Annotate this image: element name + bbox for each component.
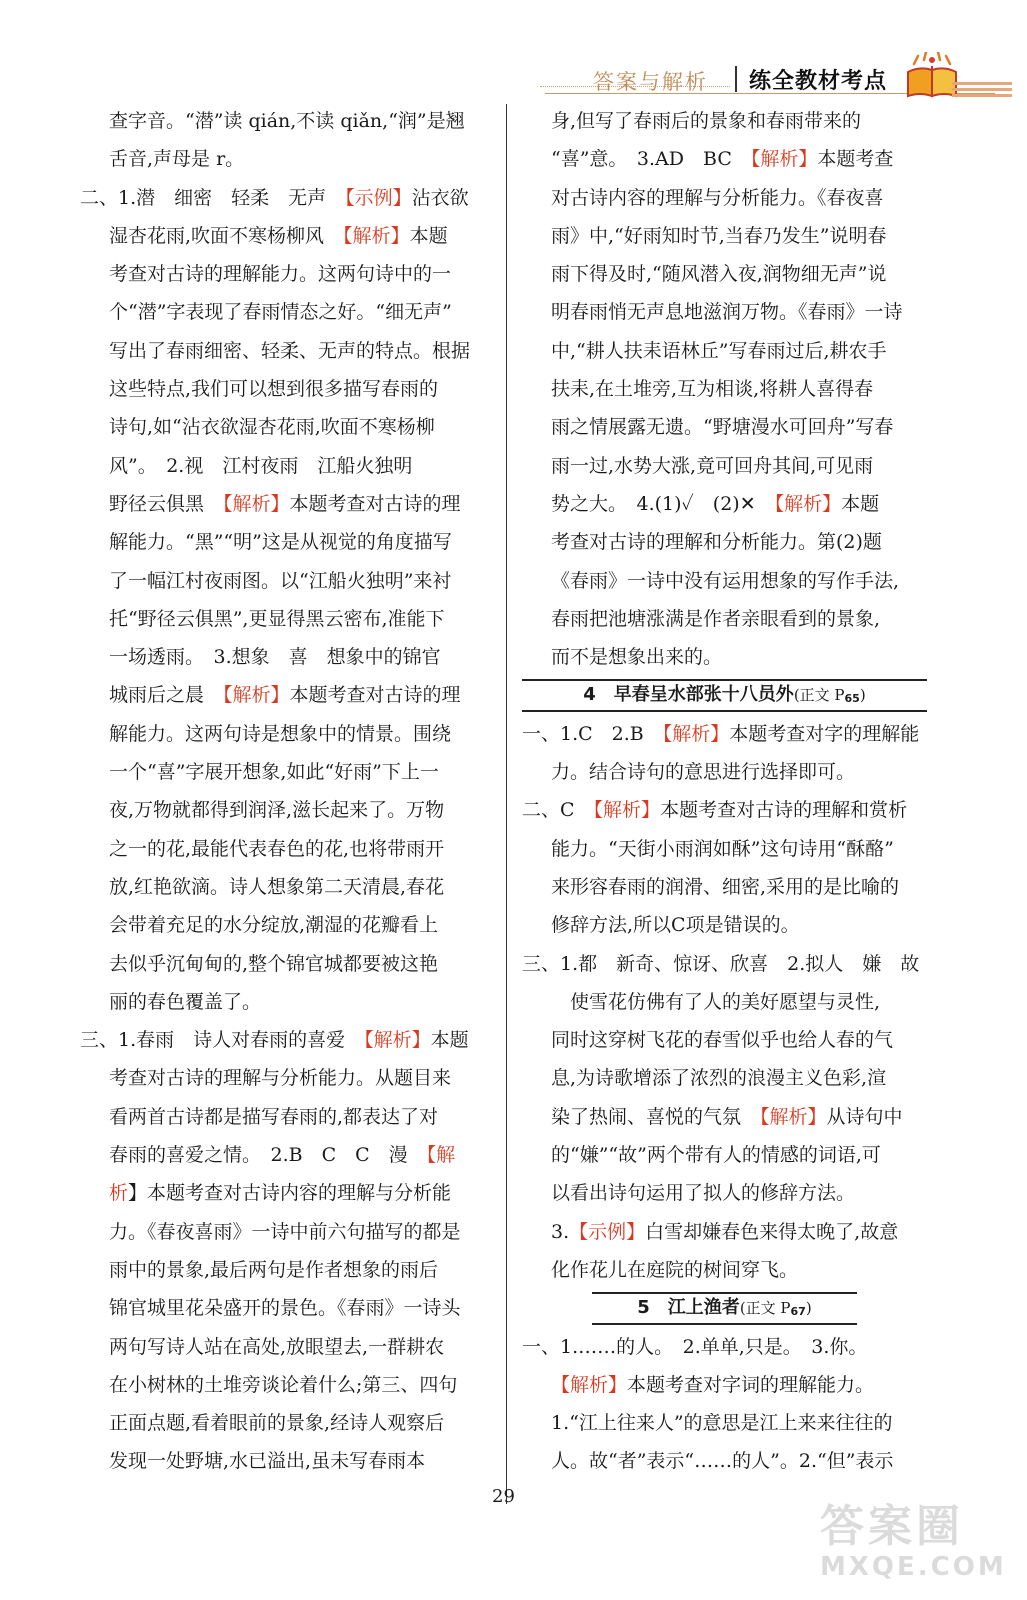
text-line: 解能力。“黑”“明”这是从视觉的角度描写 [109, 531, 452, 554]
text-line: 看两首古诗都是描写春雨的,都表达了对 [109, 1105, 439, 1128]
header-stripes [952, 82, 1012, 96]
analysis-tag: 【解析】 [343, 224, 410, 247]
text-line: 去似乎沉甸甸的,整个锦官城都要被这艳 [109, 952, 439, 975]
text-line: 人。故“者”表示“……的人”。2.“但”表示 [551, 1450, 894, 1473]
text-line: 在小树林的土堆旁谈论着什么;第三、四句 [109, 1373, 458, 1396]
text-line: 能力。“天街小雨润如酥”这句诗用“酥酪” [551, 837, 894, 860]
text-line: 来形容春雨的润滑、细密,采用的是比喻的 [551, 875, 900, 898]
text-line: 发现一处野塘,水已溢出,虽未写春雨本 [109, 1450, 426, 1473]
text-line: 一场透雨。 3.想象 喜 想象中的锦官 [109, 646, 441, 669]
text-line: 【解析】本题考查对字词的理解能力。 [551, 1373, 875, 1396]
text-line: 考查对古诗的理解能力。这两句诗中的一 [109, 263, 452, 286]
text-line: 诗句,如“沾衣欲湿杏花雨,吹面不寒杨柳 [109, 416, 435, 439]
text-line: 托“野径云俱黑”,更显得黑云密布,准能下 [109, 607, 445, 630]
text-line: 正面点题,看着眼前的景象,经诗人观察后 [109, 1412, 445, 1435]
header-separator [735, 66, 737, 92]
text-line: 势之大。 4.(1)✓ (2)✕ 【解析】本题 [551, 492, 880, 515]
analysis-tag: 【解析】 [551, 1373, 628, 1396]
text-line: 解能力。这两句诗是想象中的情景。围绕 [109, 722, 452, 745]
text-line: 明春雨悄无声息地滋润万物。《春雨》一诗 [551, 301, 903, 324]
text-line: 雨》中,“好雨知时节,当春乃发生”说明春 [551, 224, 887, 247]
header-subtitle: 答案与解析 [593, 70, 708, 94]
text-line: 城雨后之晨 【解析】本题考查对古诗的理 [109, 684, 461, 707]
column-divider [506, 104, 507, 1504]
text-line: 化作花儿在庭院的树间穿飞。 [551, 1258, 799, 1281]
analysis-tag: 【解析】 [750, 148, 818, 171]
text-line: 力。结合诗句的意思进行选择即可。 [551, 761, 856, 784]
text-line: 雨中的景象,最后两句是作者想象的雨后 [109, 1258, 439, 1281]
text-line: 丽的春色覆盖了。 [109, 990, 262, 1013]
text-line: 考查对古诗的理解与分析能力。从题目来 [109, 1067, 452, 1090]
text-line: 对古诗内容的理解与分析能力。《春夜喜 [551, 186, 884, 209]
text-line: 一个“喜”字展开想象,如此“好雨”下上一 [109, 761, 439, 784]
text-line: 夜,万物就都得到润泽,滋长起来了。万物 [109, 799, 445, 822]
right-column [522, 102, 927, 1481]
text-line: 放,红艳欲滴。诗人想象第二天清晨,春花 [109, 875, 445, 898]
text-line: 1.“江上往来人”的意思是江上来来往往的 [551, 1412, 893, 1435]
text-line: 析】本题考查对古诗内容的理解与分析能 [109, 1182, 452, 1205]
text-line: 染了热闹、喜悦的气氛 【解析】从诗句中 [551, 1105, 903, 1128]
left-column [80, 102, 492, 1481]
text-line: 野径云俱黑 【解析】本题考查对古诗的理 [109, 492, 461, 515]
page-header [0, 0, 1027, 110]
example-tag: 【示例】 [345, 186, 412, 209]
text-line: 个“潜”字表现了春雨情态之好。“细无声” [109, 301, 452, 324]
text-line: 以看出诗句运用了拟人的修辞方法。 [551, 1182, 856, 1205]
text-line: 了一幅江村夜雨图。以“江船火独明”来衬 [109, 569, 452, 592]
text-line: 舌音,声母是 r。 [109, 148, 245, 171]
text-line: 三、1.都 新奇、惊讶、欣喜 2.拟人 嫌 故 [522, 952, 920, 975]
text-line: 二、C 【解析】本题考查对古诗的理解和赏析 [522, 799, 908, 822]
text-line: 扶耒,在土堆旁,互为相谈,将耕人喜得春 [551, 378, 874, 401]
text-line: 雨之情展露无遗。“野塘漫水可回舟”写春 [551, 416, 894, 439]
text-line: 写出了春雨细密、轻柔、无声的特点。根据 [109, 339, 471, 362]
text-line: 修辞方法,所以C项是错误的。 [551, 914, 800, 937]
text-line: 使雪花仿佛有了人的美好愿望与灵性, [570, 990, 881, 1013]
text-line: 《春雨》一诗中没有运用想象的写作手法, [551, 569, 900, 592]
text-line: 会带着充足的水分绽放,潮湿的花瓣看上 [109, 914, 439, 937]
text-line: “喜”意。 3.AD BC 【解析】本题考查 [551, 148, 894, 171]
text-line: 春雨的喜爱之情。 2.B C C 漫 【解 [109, 1144, 456, 1167]
analysis-tag-start: 【解 [426, 1144, 456, 1167]
text-line: 二、1.潜 细密 轻柔 无声 【示例】沾衣欲 [80, 186, 469, 209]
analysis-tag: 【解析】 [662, 722, 730, 745]
text-line: 的“嫌”“故”两个带有人的情感的词语,可 [551, 1144, 881, 1167]
text-line: 力。《春夜喜雨》一诗中前六句描写的都是 [109, 1220, 461, 1243]
text-line: 考查对古诗的理解和分析能力。第(2)题 [551, 531, 882, 554]
analysis-tag: 【解析】 [760, 1105, 827, 1128]
text-line: 中,“耕人扶耒语林丘”写春雨过后,耕农手 [551, 339, 887, 362]
analysis-tag-end: 析 [109, 1182, 129, 1205]
text-line: 风”。 2.视 江村夜雨 江船火独明 [109, 454, 413, 477]
watermark-bottom: MXQE.COM [820, 1552, 1007, 1582]
text-line: 春雨把池塘涨满是作者亲眼看到的景象, [551, 607, 881, 630]
page-number: 29 [492, 1486, 515, 1507]
text-line: 湿杏花雨,吹面不寒杨柳风 【解析】本题 [109, 224, 448, 247]
example-tag: 【示例】 [569, 1220, 646, 1243]
text-line: 一、1.……的人。 2.单单,只是。 3.你。 [522, 1335, 868, 1358]
watermark-logo [820, 1502, 1010, 1594]
section-title-5: 5 江上渔者(正文 P67) [592, 1289, 857, 1327]
analysis-tag: 【解析】 [223, 492, 290, 515]
header-title: 练全教材考点 [749, 69, 888, 94]
text-line: 3.【示例】白雪却嫌春色来得太晚了,故意 [551, 1220, 899, 1243]
text-line: 雨一过,水势大涨,竟可回舟其间,可见雨 [551, 454, 874, 477]
text-line: 这些特点,我们可以想到很多描写春雨的 [109, 378, 439, 401]
text-line: 两句写诗人站在高处,放眼望去,一群耕农 [109, 1335, 445, 1358]
text-line: 而不是想象出来的。 [551, 646, 723, 669]
text-line: 息,为诗歌增添了浓烈的浪漫主义色彩,渲 [551, 1067, 887, 1090]
text-line: 锦官城里花朵盛开的景色。《春雨》一诗头 [109, 1297, 461, 1320]
watermark-top: 答案圈 [820, 1501, 964, 1552]
text-line: 之一的花,最能代表春色的花,也将带雨开 [109, 837, 445, 860]
section-title-4: 4 早春呈水部张十八员外(正文 P65) [522, 676, 927, 714]
text-line: 身,但写了春雨后的景象和春雨带来的 [551, 110, 862, 132]
text-line: 同时这穿树飞花的春雪似乎也给人春的气 [551, 1029, 894, 1052]
text-line: 一、1.C 2.B 【解析】本题考查对字的理解能 [522, 722, 920, 745]
analysis-tag: 【解析】 [223, 684, 290, 707]
text-line: 雨下得及时,“随风潜入夜,润物细无声”说 [551, 263, 887, 286]
text-line: 查字音。“潜”读 qián,不读 qiǎn,“润”是翘 [109, 110, 465, 132]
analysis-tag: 【解析】 [364, 1029, 431, 1052]
analysis-tag: 【解析】 [774, 492, 842, 515]
text-line: 三、1.春雨 诗人对春雨的喜爱 【解析】本题 [80, 1029, 469, 1052]
analysis-tag: 【解析】 [593, 799, 661, 822]
